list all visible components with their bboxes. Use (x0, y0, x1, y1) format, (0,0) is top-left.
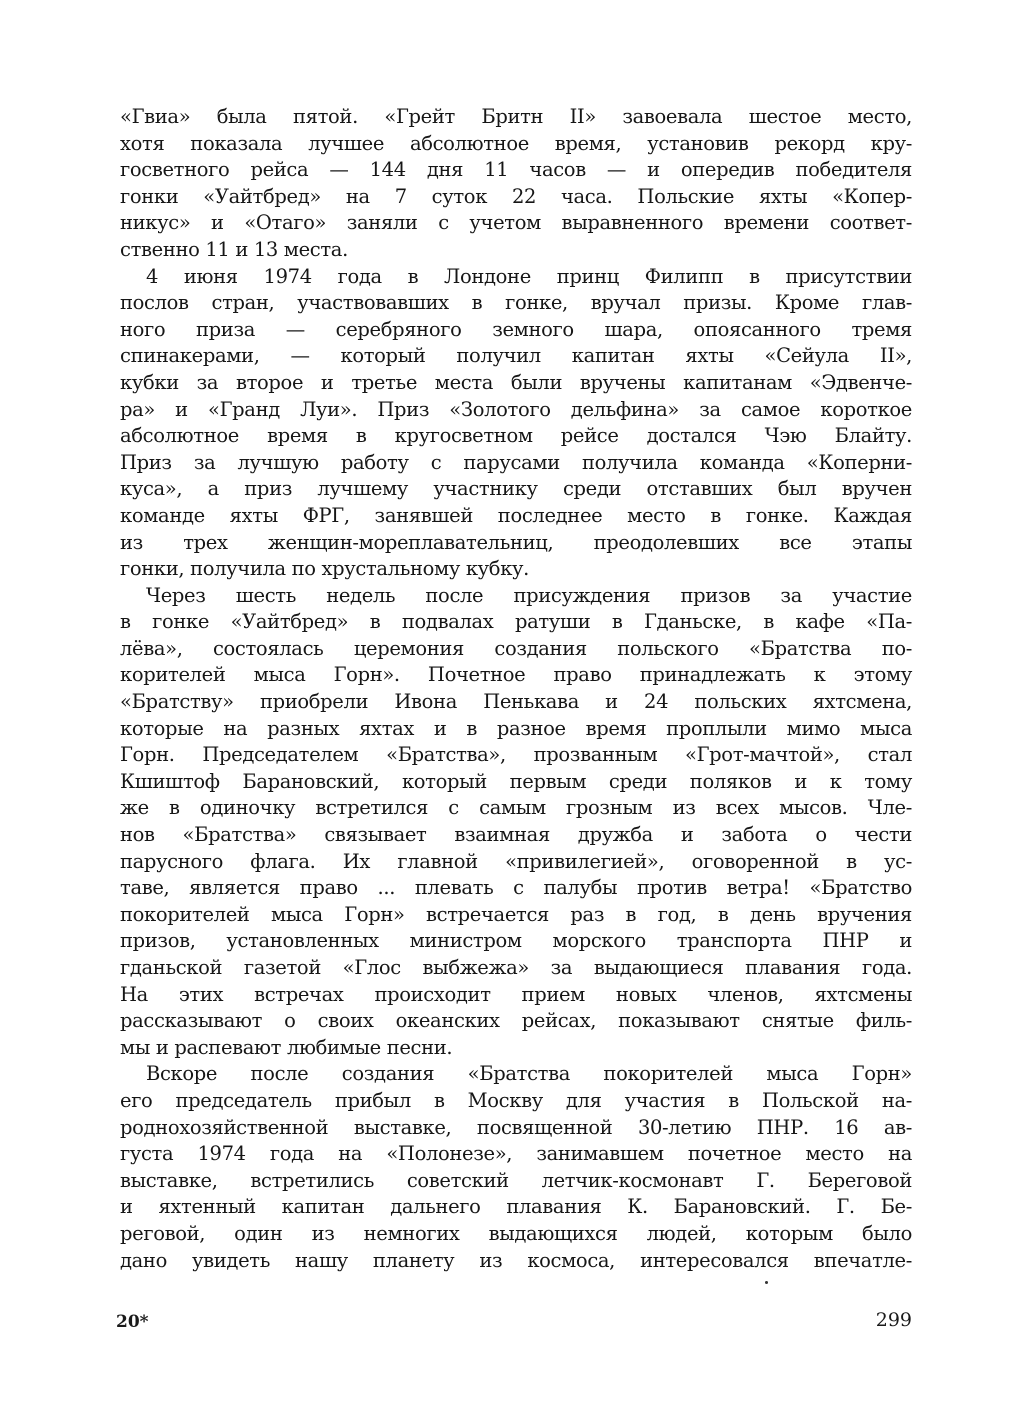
text-line: покорителей мыса Горн» встречается раз в год, в день вручения (120, 902, 912, 926)
text-line: «Братству» приобрели Ивона Пенькава и 24 польских яхтсмена, (120, 690, 912, 714)
text-line: Кшиштоф Барановский, который первым среди поляков и к тому (120, 769, 912, 793)
text-line: «Гвиа» была пятой. «Грейт Бритн II» завоевала шестое место, (120, 105, 912, 128)
text-line: реговой, один из немногих выдающихся людей, которым было (120, 1221, 912, 1245)
paragraph (120, 583, 912, 1062)
text-line: нов «Братства» связывает взаимная дружба и забота о чести (120, 823, 912, 847)
paragraph (120, 104, 912, 264)
text-line: из трех женщин-мореплавательниц, преодолевших все этапы (120, 530, 912, 554)
page-number: 299 (875, 1309, 912, 1331)
text-line: и яхтенный капитан дальнего плавания К. Барановский. Г. Бе- (120, 1195, 912, 1219)
text-line: в гонке «Уайтбред» в подвалах ратуши в Гданьске, в кафе «Па- (120, 610, 912, 634)
text-line: хотя показала лучшее абсолютное время, установив рекорд кру- (120, 131, 912, 155)
paragraph (120, 1061, 912, 1274)
text-line: выставке, встретились советский летчик-космонавт Г. Береговой (120, 1168, 912, 1192)
text-line: гонки «Уайтбред» на 7 суток 22 часа. Польские яхты «Копер- (120, 184, 912, 208)
text-line: Вскоре после создания «Братства покорителей мыса Горн» (146, 1062, 912, 1086)
text-line: корителей мыса Горн». Почетное право принадлежать к этому (120, 663, 912, 687)
text-line: рассказывают о своих океанских рейсах, показывают снятые филь- (120, 1009, 912, 1033)
text-line: призов, установленных министром морского транспорта ПНР и (120, 929, 912, 953)
text-line: роднохозяйственной выставке, посвященной 30-летию ПНР. 16 ав- (120, 1115, 912, 1139)
text-line: команде яхты ФРГ, занявшей последнее место в гонке. Каждая (120, 503, 912, 527)
page-body (120, 104, 912, 1274)
text-line: ного приза — серебряного земного шара, опоясанного тремя (120, 317, 912, 341)
text-line: парусного флага. Их главной «привилегией», оговоренной в ус- (120, 849, 912, 873)
text-line: дано увидеть нашу планету из космоса, интересовался впечатле- (120, 1248, 912, 1272)
text-line: кубки за второе и третье места были вручены капитанам «Эдвенче- (120, 370, 912, 394)
print-speck (765, 1281, 768, 1284)
text-line: лёва», состоялась церемония создания польского «Братства по- (120, 636, 912, 660)
text-line: ра» и «Гранд Луи». Приз «Золотого дельфина» за самое короткое (120, 397, 912, 421)
text-line: абсолютное время в кругосветном рейсе достался Чэю Блайту. (120, 424, 912, 448)
text-line: спинакерами, — который получил капитан яхты «Сейула II», (120, 344, 912, 368)
text-line: никус» и «Отаго» заняли с учетом выравненного времени соответ- (120, 211, 912, 235)
text-line: же в одиночку встретился с самым грозным из всех мысов. Чле- (120, 796, 912, 820)
text-line: Горн. Председателем «Братства», прозванным «Грот-мачтой», стал (120, 743, 912, 767)
text-line: На этих встречах происходит прием новых членов, яхтсмены (120, 982, 912, 1006)
text-line: густа 1974 года на «Полонезе», занимавшем почетное место на (120, 1142, 912, 1166)
text-line: мы и распевают любимые песни. (120, 1035, 453, 1059)
text-line: Через шесть недель после присуждения призов за участие (146, 583, 912, 607)
text-line: таве, является право ... плевать с палубы против ветра! «Братство (120, 876, 912, 900)
text-line: которые на разных яхтах и в разное время проплыли мимо мыса (120, 716, 912, 740)
text-line: послов стран, участвовавших в гонке, вручал призы. Кроме глав- (120, 291, 912, 315)
text-line: ственно 11 и 13 места. (120, 237, 348, 261)
paragraph (120, 264, 912, 583)
signature-mark: 20* (116, 1312, 149, 1332)
text-line: госветного рейса — 144 дня 11 часов — и опередив победителя (120, 158, 912, 182)
text-line: Приз за лучшую работу с парусами получила команда «Коперни- (120, 450, 912, 474)
text-line: гданьской газетой «Глос выбжежа» за выдающиеся плавания года. (120, 956, 912, 979)
text-line: гонки, получила по хрустальному кубку. (120, 557, 529, 581)
text-line: куса», а приз лучшему участнику среди отставших был вручен (120, 477, 912, 501)
text-line: его председатель прибыл в Москву для участия в Польской на- (120, 1088, 912, 1112)
text-line: 4 июня 1974 года в Лондоне принц Филипп в присутствии (146, 264, 912, 288)
